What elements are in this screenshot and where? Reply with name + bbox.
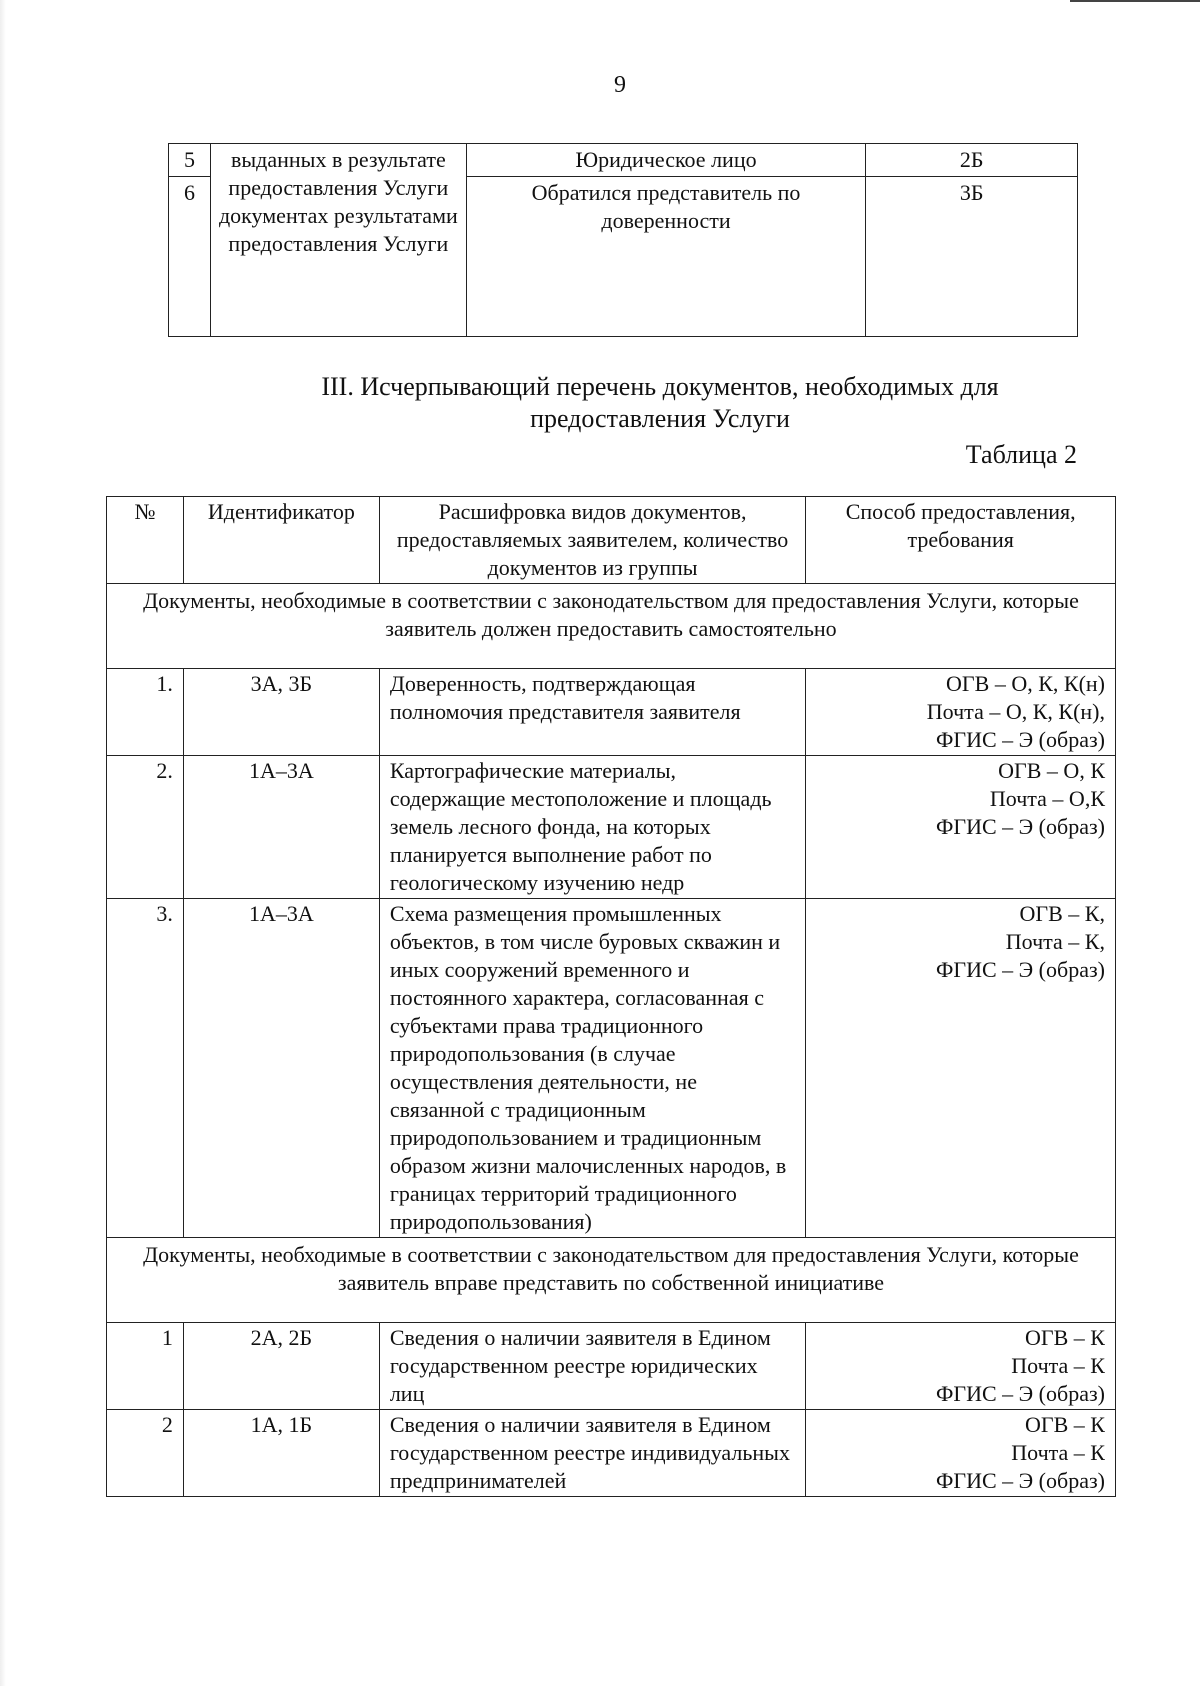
table-row [107, 756, 1116, 899]
row-number: 1 [107, 1323, 184, 1410]
row-method: ОГВ – К, Почта – К, ФГИС – Э (образ) [806, 899, 1116, 1238]
page-number: 9 [614, 72, 626, 98]
scan-edge [0, 0, 6, 1686]
table-row [107, 1323, 1116, 1410]
merged-description-cell: выданных в результате предоставления Услуги документах результатами предоставления Услуги [210, 144, 466, 337]
table-row [107, 899, 1116, 1238]
row-method: ОГВ – О, К Почта – О,К ФГИС – Э (образ) [806, 756, 1116, 899]
header-description: Расшифровка видов документов, предоставляемых заявителем, количество документов из группы [379, 497, 805, 584]
row-number: 3. [107, 899, 184, 1238]
row-description: Схема размещения промышленных объектов, в том числе буровых скважин и иных сооружений временного и постоянного характера, согласованная с субъектами права традиционного природопользования (в случае осуществления деятельности, не связанной с традиционным природопользованием и традиционным образом жизни малочисленных народов, в границах территорий традиционного природопользования) [379, 899, 805, 1238]
row-identifier: 1А, 1Б [183, 1410, 379, 1497]
code-cell: 2Б [866, 144, 1078, 177]
row-number: 1. [107, 669, 184, 756]
group-heading-optional: Документы, необходимые в соответствии с законодательством для предоставления Услуги, которые заявитель вправе представить по собственной инициативе [107, 1238, 1116, 1323]
continuation-table [168, 143, 1078, 337]
table-label: Таблица 2 [965, 440, 1077, 469]
table-row [169, 144, 1078, 177]
header-number: № [107, 497, 184, 584]
row-description: Сведения о наличии заявителя в Едином государственном реестре юридических лиц [379, 1323, 805, 1410]
header-identifier: Идентификатор [183, 497, 379, 584]
row-identifier: 3А, 3Б [183, 669, 379, 756]
row-method: ОГВ – К Почта – К ФГИС – Э (образ) [806, 1323, 1116, 1410]
table-header-row [107, 497, 1116, 584]
row-identifier: 1А–3А [183, 756, 379, 899]
top-edge-line [1070, 0, 1200, 2]
row-number: 2 [107, 1410, 184, 1497]
group-row [107, 1238, 1116, 1323]
row-number: 5 [169, 144, 211, 177]
row-method: ОГВ – О, К, К(н) Почта – О, К, К(н), ФГИС – Э (образ) [806, 669, 1116, 756]
documents-table [106, 496, 1116, 1497]
header-method: Способ предоставления, требования [806, 497, 1116, 584]
row-description: Сведения о наличии заявителя в Едином государственном реестре индивидуальных предпринимателей [379, 1410, 805, 1497]
row-identifier: 2А, 2Б [183, 1323, 379, 1410]
table-row [107, 1410, 1116, 1497]
row-identifier: 1А–3А [183, 899, 379, 1238]
section-title: III. Исчерпывающий перечень документов, необходимых для предоставления Услуги [321, 372, 999, 433]
group-row [107, 584, 1116, 669]
row-method: ОГВ – К Почта – К ФГИС – Э (образ) [806, 1410, 1116, 1497]
row-description: Доверенность, подтверждающая полномочия представителя заявителя [379, 669, 805, 756]
table-row [107, 669, 1116, 756]
row-description: Картографические материалы, содержащие местоположение и площадь земель лесного фонда, на которых планируется выполнение работ по геологическому изучению недр [379, 756, 805, 899]
applicant-cell: Юридическое лицо [466, 144, 866, 177]
code-cell: 3Б [866, 177, 1078, 337]
applicant-cell: Обратился представитель по доверенности [466, 177, 866, 337]
row-number: 2. [107, 756, 184, 899]
row-number: 6 [169, 177, 211, 337]
group-heading-mandatory: Документы, необходимые в соответствии с законодательством для предоставления Услуги, которые заявитель должен предоставить самостоятельно [107, 584, 1116, 669]
